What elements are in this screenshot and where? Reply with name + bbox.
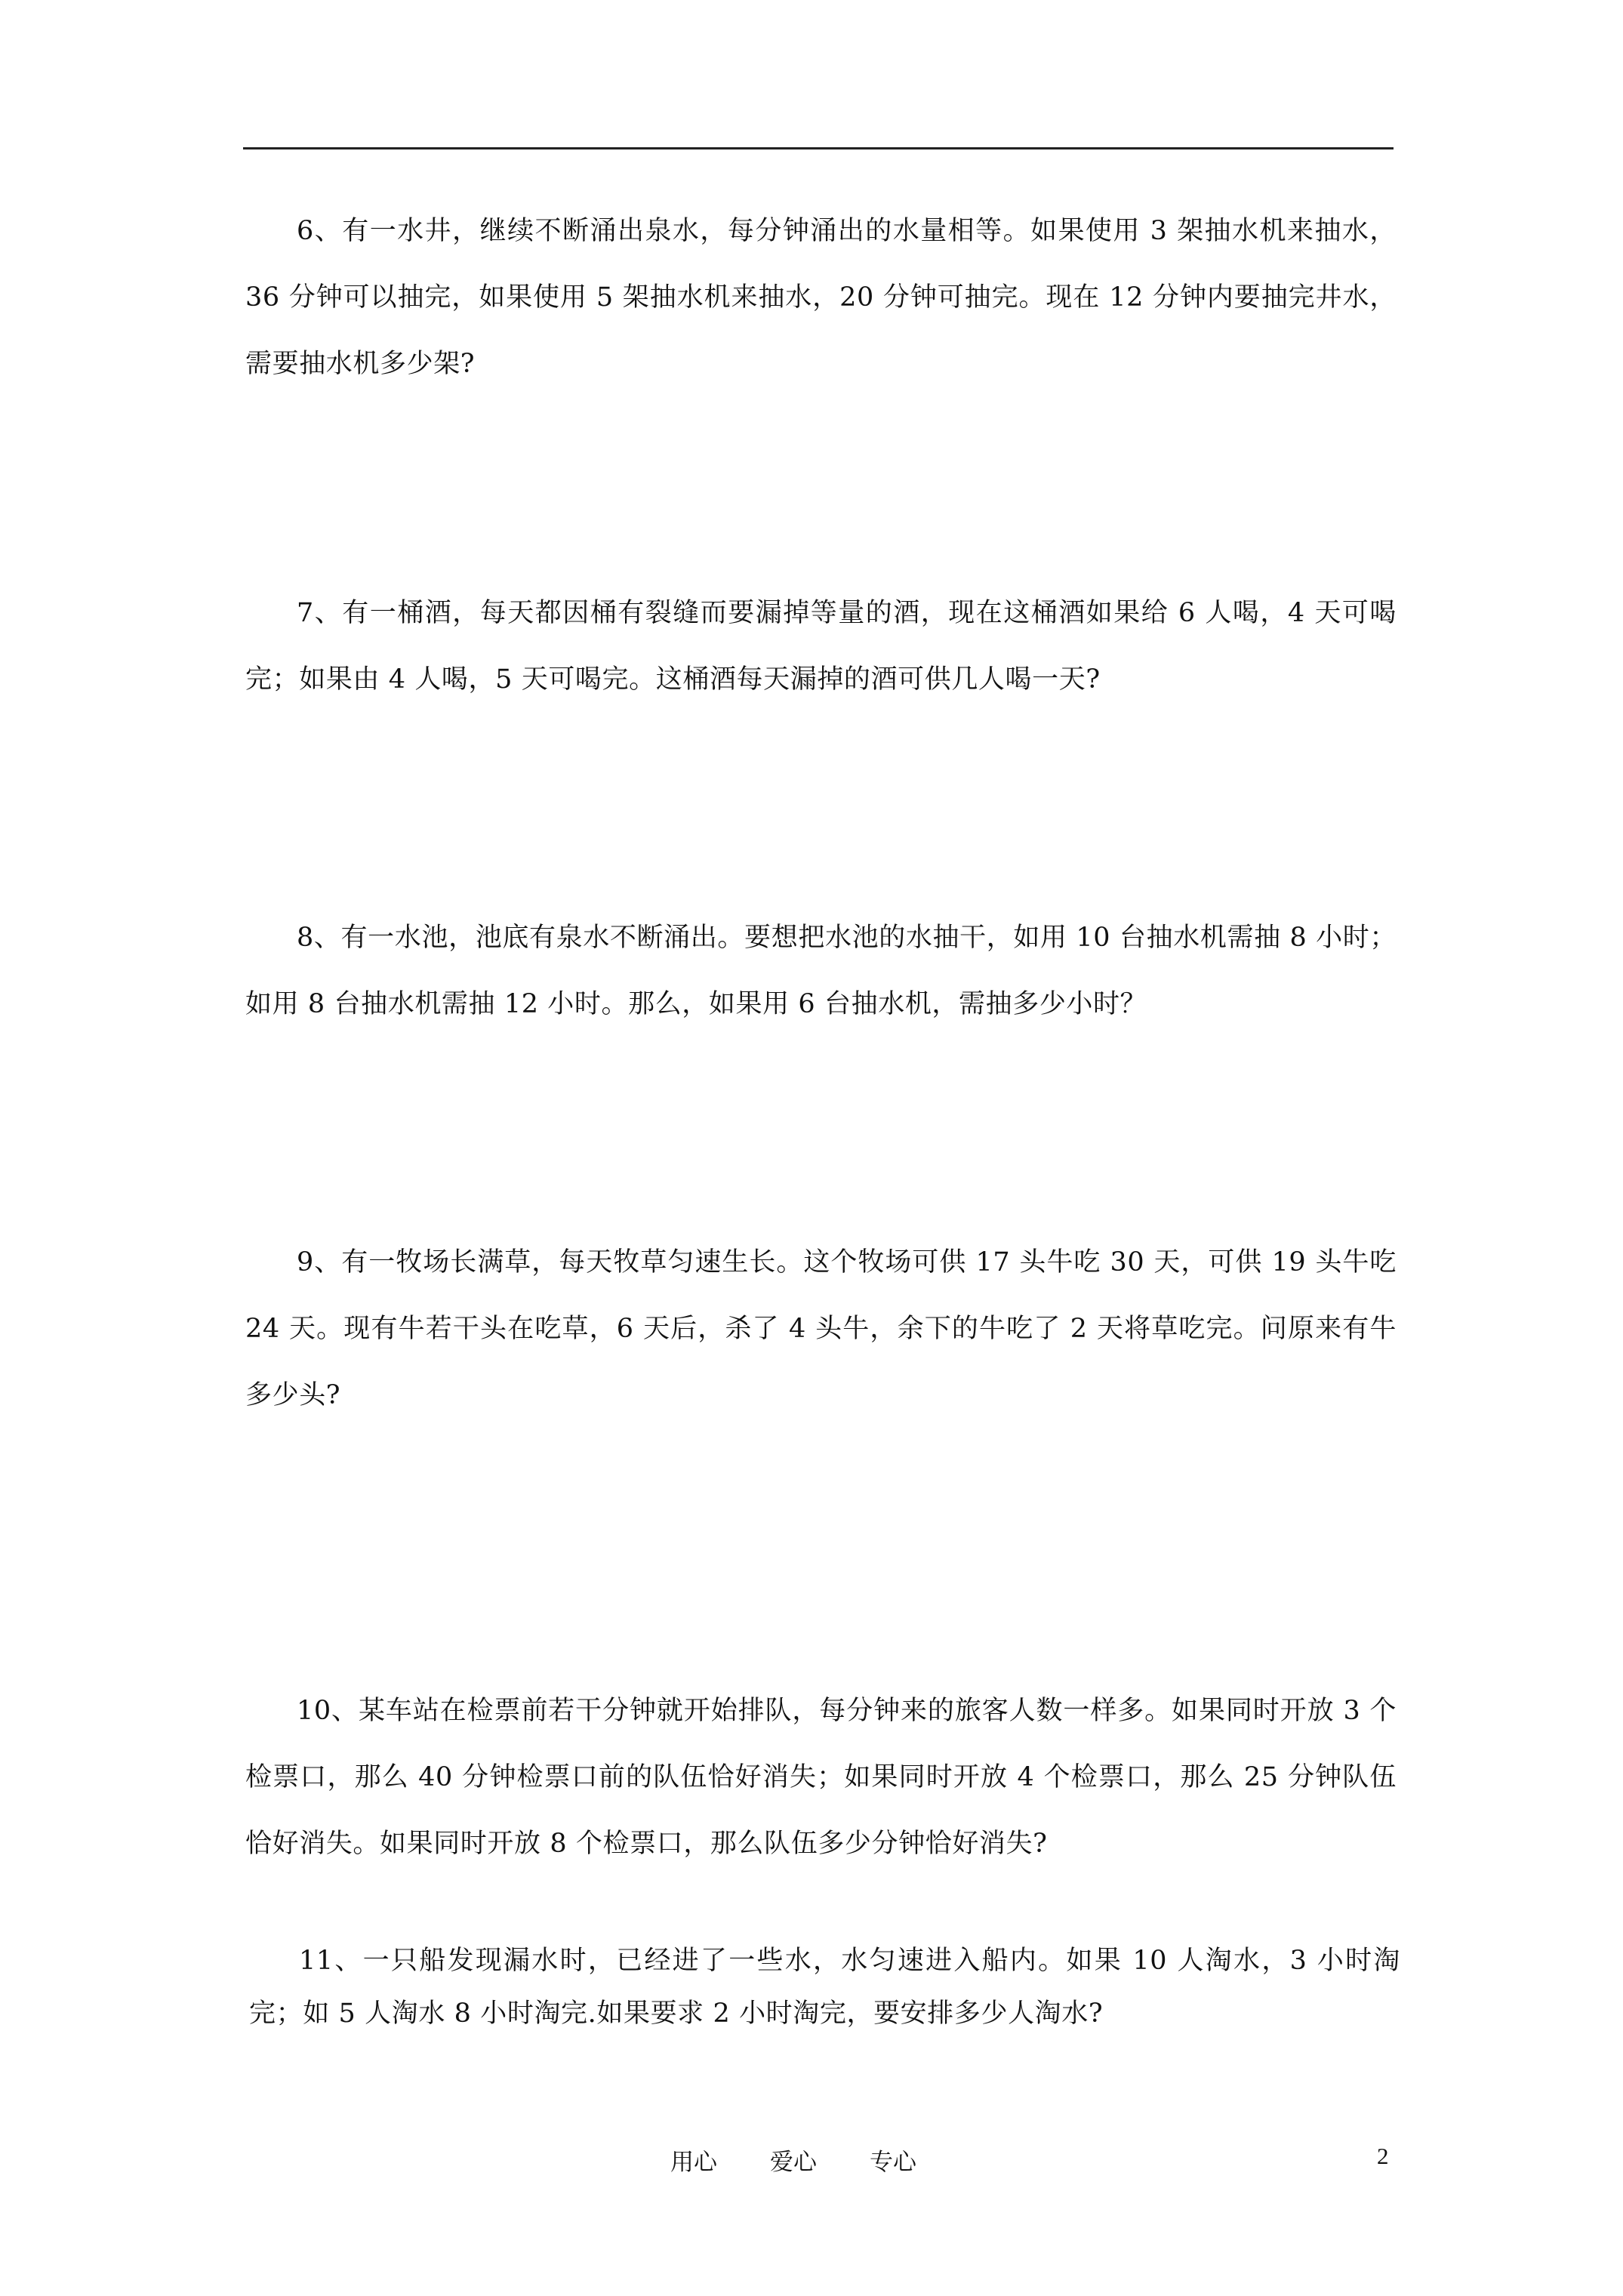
problem-6: 6、有一水井，继续不断涌出泉水，每分钟涌出的水量相等。如果使用 3 架抽水机来抽水，36 分钟可以抽完，如果使用 5 架抽水机来抽水，20 分钟可抽完。现在 12 分钟内要抽完井水，需要抽水机多少架? — [245, 216, 1397, 379]
footer-motto — [670, 2143, 969, 2177]
problem-8: 8、有一水池，池底有泉水不断涌出。要想把水池的水抽干，如用 10 台抽水机需抽 8 小时；如用 8 台抽水机需抽 12 小时。那么，如果用 6 台抽水机，需抽多少小时？ — [245, 923, 1397, 1019]
header-rule — [243, 147, 1394, 149]
problem-7: 7、有一桶酒，每天都因桶有裂缝而要漏掉等量的酒，现在这桶酒如果给 6 人喝，4 天可喝完；如果由 4 人喝，5 天可喝完。这桶酒每天漏掉的酒可供几人喝一天? — [245, 598, 1397, 695]
problem-10: 10、某车站在检票前若干分钟就开始排队，每分钟来的旅客人数一样多。如果同时开放 3 个检票口，那么 40 分钟检票口前的队伍恰好消失；如果同时开放 4 个检票口，那么 25 分钟队伍恰好消失。如果同时开放 8 个检票口，那么队伍多少分钟恰好消失? — [245, 1696, 1397, 1859]
footer-motto-2: 爱心 — [770, 2149, 817, 2176]
footer-motto-3: 专心 — [870, 2149, 916, 2176]
page-number: 2 — [1377, 2143, 1389, 2169]
problem-11: 11、一只船发现漏水时，已经进了一些水，水匀速进入船内。如果 10 人淘水，3 小时淘完；如 5 人淘水 8 小时淘完.如果要求 2 小时淘完，要安排多少人淘水? — [249, 1946, 1400, 2029]
problem-9: 9、有一牧场长满草，每天牧草匀速生长。这个牧场可供 17 头牛吃 30 天，可供 19 头牛吃 24 天。现有牛若干头在吃草，6 天后，杀了 4 头牛，余下的牛吃了 2 天将草吃完。问原来有牛多少头? — [245, 1247, 1397, 1410]
footer-motto-1: 用心 — [670, 2149, 717, 2176]
